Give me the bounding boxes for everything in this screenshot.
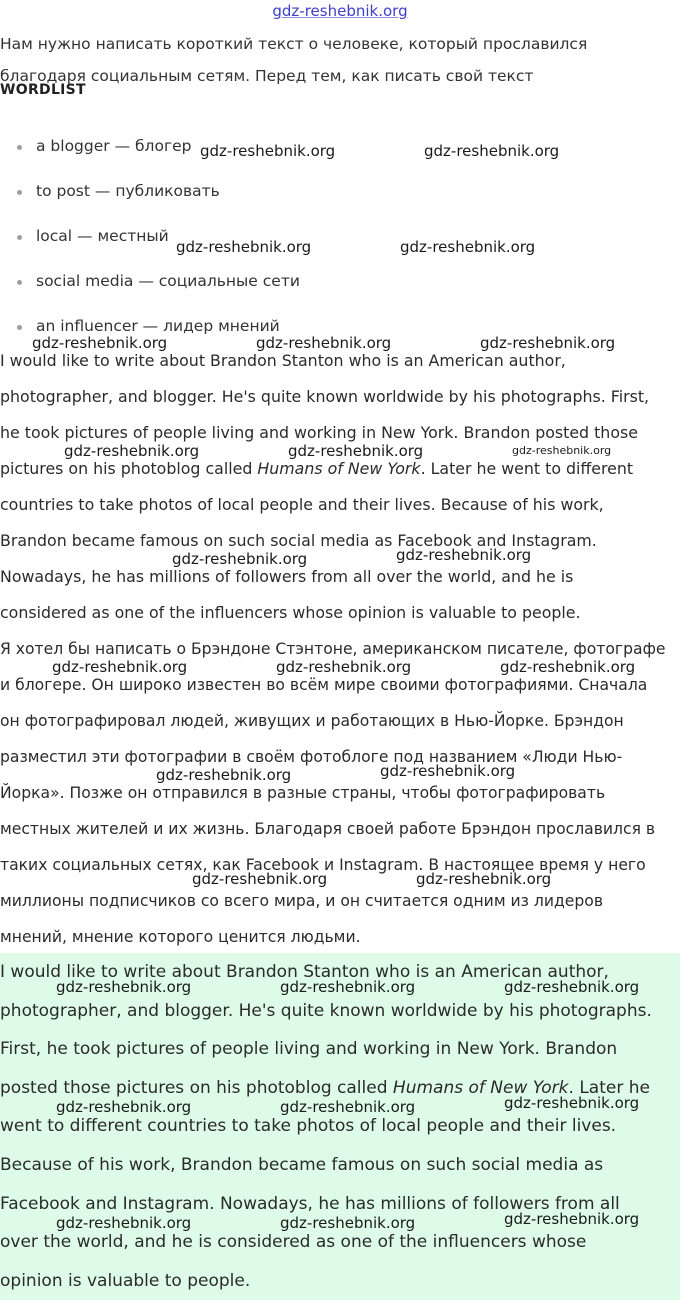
wordlist-item-text: a blogger — блогер (36, 137, 192, 155)
wordlist-item (0, 177, 300, 222)
book-title: Humans of New York (392, 1077, 569, 1098)
text-line: он фотографировал людей, живущих и работающих в Нью-Йорке. Брэндон (0, 712, 624, 730)
site-header-link[interactable]: gdz-reshebnik.org (272, 2, 408, 20)
watermark: gdz-reshebnik.org (280, 1214, 416, 1232)
text-line: went to different countries to take photos of local people and their lives. (0, 1116, 617, 1137)
text-line: Because of his work, Brandon became famous on such social media as (0, 1154, 604, 1175)
watermark: gdz-reshebnik.org (56, 1098, 192, 1116)
watermark: gdz-reshebnik.org (64, 442, 200, 460)
watermark: gdz-reshebnik.org (504, 1094, 640, 1112)
watermark: gdz-reshebnik.org (504, 1210, 640, 1228)
text-fragment: . Later he (568, 1077, 650, 1098)
text-line: over the world, and he is considered as one of the influencers whose (0, 1232, 587, 1253)
watermark: gdz-reshebnik.org (156, 766, 292, 784)
text-fragment: posted those pictures on his photoblog called (0, 1077, 393, 1098)
watermark: gdz-reshebnik.org (280, 1098, 416, 1116)
wordlist-item-text: to post — публиковать (36, 182, 220, 200)
text-line: миллионы подписчиков со всего мира, и он считается одним из лидеров (0, 892, 604, 910)
bullet-icon (17, 190, 22, 195)
text-line: considered as one of the influencers whose opinion is valuable to people. (0, 603, 581, 622)
text-line: photographer, and blogger. He's quite known worldwide by his photographs. (0, 1000, 652, 1021)
text-line: First, he took pictures of people living and working in New York. Brandon (0, 1039, 618, 1060)
watermark: gdz-reshebnik.org (500, 658, 636, 676)
text-line: Brandon became famous on such social media as Facebook and Instagram. (0, 531, 597, 550)
watermark: gdz-reshebnik.org (32, 334, 168, 352)
text-line: he took pictures of people living and working in New York. Brandon posted those (0, 423, 638, 442)
watermark: gdz-reshebnik.org (276, 658, 412, 676)
text-line: Nowadays, he has millions of followers from all over the world, and he is (0, 567, 574, 586)
watermark: gdz-reshebnik.org (56, 978, 192, 996)
english-paragraph (0, 343, 680, 631)
bullet-icon (17, 280, 22, 285)
watermark: gdz-reshebnik.org (416, 870, 552, 888)
watermark: gdz-reshebnik.org (288, 442, 424, 460)
watermark: gdz-reshebnik.org (256, 334, 392, 352)
bullet-icon (17, 325, 22, 330)
text-line: opinion is valuable to people. (0, 1270, 251, 1291)
bullet-icon (17, 235, 22, 240)
intro-text: Нам нужно написать короткий текст о человеке, который прославился (0, 35, 588, 53)
text-line: countries to take photos of local people and their lives. Because of his work, (0, 495, 604, 514)
watermark: gdz-reshebnik.org (52, 658, 188, 676)
text-line: I would like to write about Brandon Stanton who is an American author, (0, 351, 566, 370)
wordlist-item-text: local — местный (36, 227, 169, 245)
watermark: gdz-reshebnik.org (396, 546, 532, 564)
watermark: gdz-reshebnik.org (424, 142, 560, 160)
watermark: gdz-reshebnik.org (380, 762, 516, 780)
wordlist-item-text: an influencer — лидер мнений (36, 317, 280, 335)
text-line: photographer, and blogger. He's quite known worldwide by his photographs. First, (0, 387, 650, 406)
text-line: таких социальных сетях, как Facebook и Instagram. В настоящее время у него (0, 856, 646, 874)
text-fragment: pictures on his photoblog called (0, 459, 258, 478)
text-line: I would like to write about Brandon Stanton who is an American author, (0, 962, 609, 982)
bullet-icon (17, 145, 22, 150)
text-line: и блогере. Он широко известен во всём мире своими фотографиями. Сначала (0, 676, 648, 694)
watermark: gdz-reshebnik.org (504, 978, 640, 996)
text-line: Йорка». Позже он отправился в разные страны, чтобы фотографировать (0, 784, 606, 802)
intro-clipped-text: благодаря социальным сетям. Перед тем, как писать свой текст (0, 67, 534, 85)
text-line: разместил эти фотографии в своём фотоблоге под названием «Люди Нью- (0, 748, 623, 766)
book-title: Humans of New York (257, 459, 421, 478)
text-line: мнений, мнение которого ценится людьми. (0, 928, 361, 946)
watermark: gdz-reshebnik.org (400, 238, 536, 256)
watermark: gdz-reshebnik.org (512, 444, 612, 457)
text-line: Facebook and Instagram. Nowadays, he has millions of followers from all (0, 1193, 620, 1214)
watermark: gdz-reshebnik.org (192, 870, 328, 888)
wordlist-item (0, 267, 300, 312)
russian-paragraph (0, 631, 680, 955)
wordlist-heading: WORDLIST (0, 82, 86, 98)
watermark: gdz-reshebnik.org (200, 142, 336, 160)
watermark: gdz-reshebnik.org (176, 238, 312, 256)
watermark: gdz-reshebnik.org (480, 334, 616, 352)
wordlist-item-text: social media — социальные сети (36, 272, 300, 290)
text-line: местных жителей и их жизнь. Благодаря своей работе Брэндон прославился в (0, 820, 656, 838)
english-paragraph-highlighted (0, 953, 680, 1300)
watermark: gdz-reshebnik.org (280, 978, 416, 996)
text-line: Я хотел бы написать о Брэндоне Стэнтоне, американском писателе, фотографе (0, 640, 666, 658)
watermark: gdz-reshebnik.org (56, 1214, 192, 1232)
text-fragment: . Later he went to different (420, 459, 634, 478)
watermark: gdz-reshebnik.org (172, 550, 308, 568)
intro-clipped-line (0, 60, 680, 85)
